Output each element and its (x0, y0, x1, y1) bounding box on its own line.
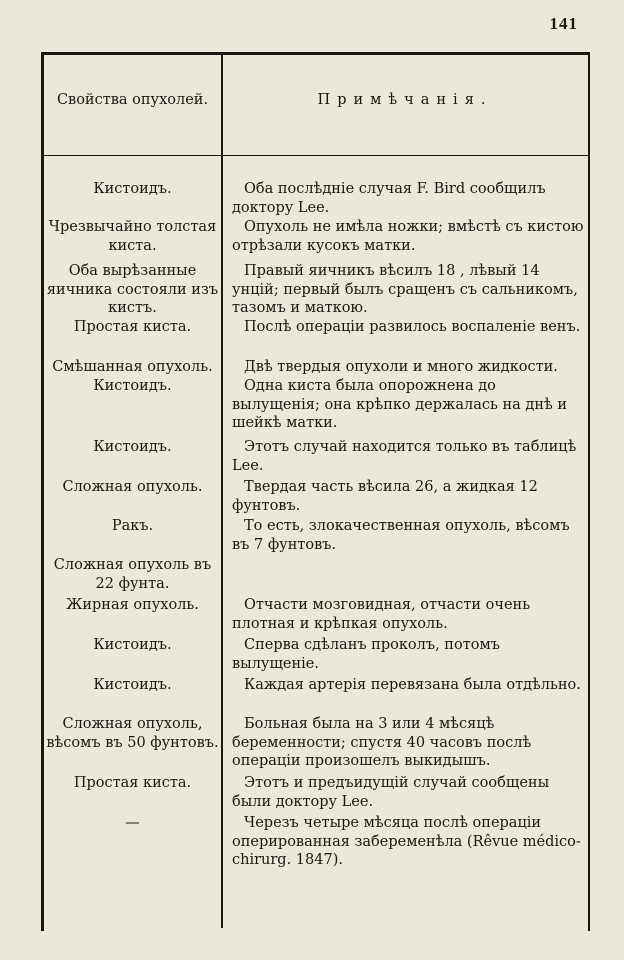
row-1-note: Оба послѣдніе случая F. Bird сообщилъ доктору Lee. (232, 181, 546, 216)
row-14-note: Больная была на 3 или 4 мѣсяцѣ беременности; спустя 40 часовъ послѣ операціи произошелъ выкидышъ. (232, 716, 532, 770)
row-7-property: Кистоидъ. (93, 439, 172, 455)
page-number: 141 (549, 14, 578, 33)
row-4-property: Простая киста. (73, 319, 192, 335)
row-5-property: Смѣшанная опухоль. (52, 359, 213, 375)
row-12-property: Кистоидъ. (93, 637, 172, 653)
header-notes: Примѣчанія. (317, 92, 493, 108)
row-6-note: Одна киста была опорожнена до вылущенія; она крѣпко держалась на днѣ и шейкѣ матки. (232, 378, 568, 432)
row-11-property: Жирная опухоль. (66, 597, 199, 613)
row-10-property: Сложная опухоль въ 22 фунта. (53, 557, 212, 592)
row-16-property: — (125, 815, 140, 831)
row-4-note: Послѣ операціи развилось воспаленіе венъ. (244, 319, 581, 335)
row-3-property: Оба вырѣзанные яичника состояли изъ кистъ. (46, 263, 219, 317)
header-divider (41, 155, 588, 156)
row-2-property: Чрезвычайно толстая киста. (48, 219, 217, 254)
row-5-note: Двѣ твердыя опухоли и много жидкости. (244, 359, 558, 375)
row-3-note: Правый яичникъ вѣсилъ 18 , лѣвый 14 унцій; первый былъ сращенъ съ сальникомъ, тазомъ и маткою. (232, 263, 578, 317)
row-1-property: Кистоидъ. (93, 181, 172, 197)
column-divider (221, 52, 223, 928)
row-8-note: Твердая часть вѣсила 26, а жидкая 12 фунтовъ. (232, 479, 538, 514)
row-6-property: Кистоидъ. (93, 378, 172, 394)
row-12-note: Сперва сдѣланъ проколъ, потомъ вылущеніе. (232, 637, 500, 672)
row-2-note: Опухоль не имѣла ножки; вмѣстѣ съ кистою отрѣзали кусокъ матки. (232, 219, 584, 254)
row-13-note: Каждая артерія перевязана была отдѣльно. (244, 677, 581, 693)
row-11-note: Отчасти мозговидная, отчасти очень плотная и крѣпкая опухоль. (232, 597, 531, 632)
row-15-note: Этотъ и предъидущій случай сообщены были доктору Lee. (232, 775, 550, 810)
row-7-note: Этотъ случай находится только въ таблицѣ Lee. (232, 439, 577, 474)
row-13-property: Кистоидъ. (93, 677, 172, 693)
row-9-property: Ракъ. (111, 518, 154, 534)
row-9-note: То есть, злокачественная опухоль, вѣсомъ въ 7 фунтовъ. (232, 518, 570, 553)
row-14-property: Сложная опухоль, вѣсомъ въ 50 фунтовъ. (46, 716, 219, 751)
header-properties: Свойства опухолей. (56, 92, 209, 108)
row-8-property: Сложная опухоль. (62, 479, 203, 495)
row-15-property: Простая киста. (73, 775, 192, 791)
row-16-note: Черезъ четыре мѣсяца послѣ операціи оперированная забеременѣла (Rêvue médico-chirurg. 1847). (232, 815, 581, 869)
